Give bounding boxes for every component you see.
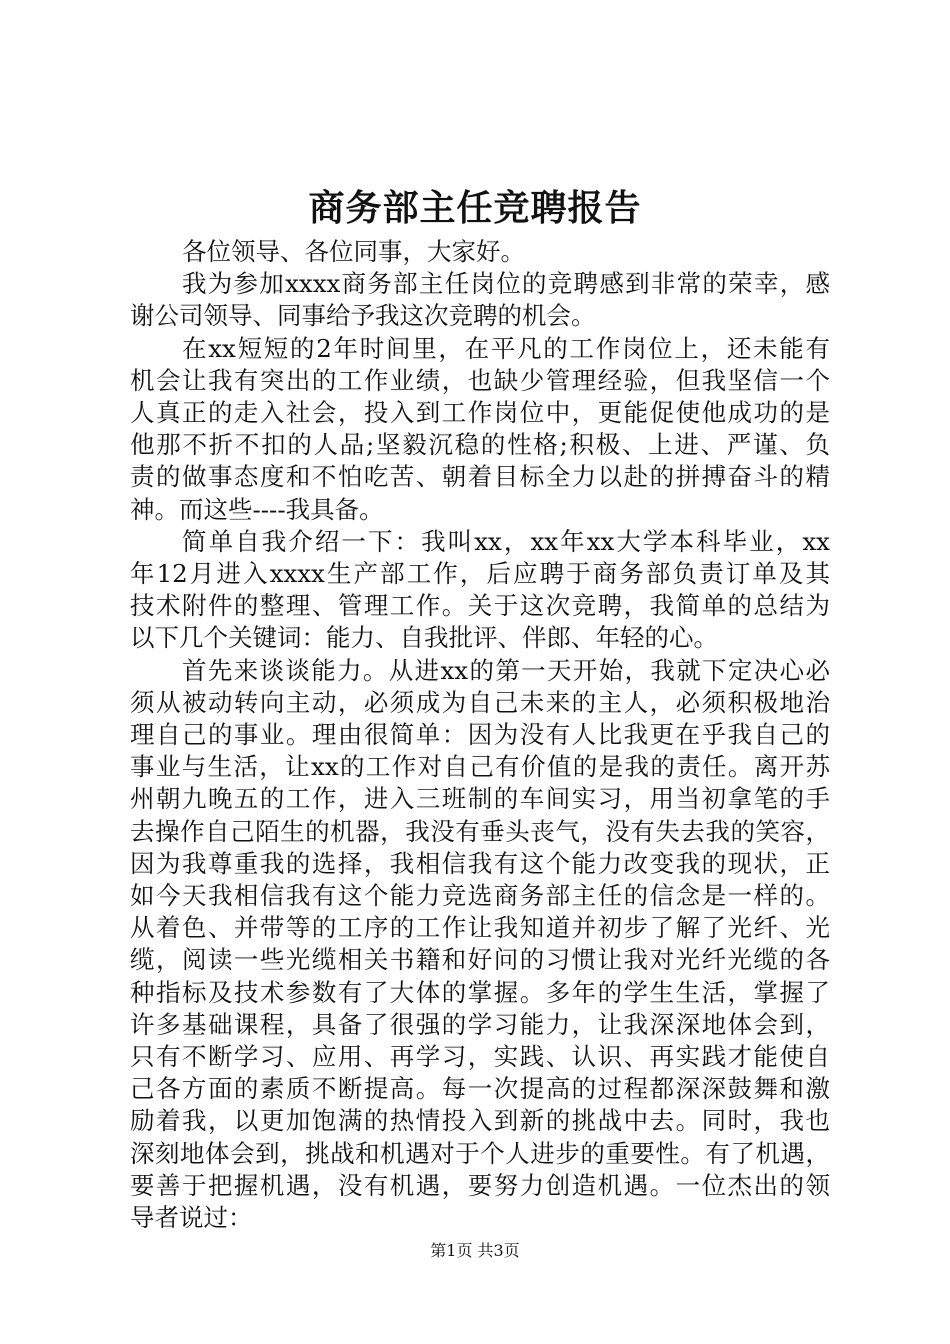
body-line: 许多基础课程，具备了很强的学习能力，让我深深地体会到，	[130, 1009, 830, 1039]
body-line: 他那不折不扣的人品;坚毅沉稳的性格;积极、上进、严谨、负	[130, 430, 830, 460]
body-line: 各位领导、各位同事，大家好。	[182, 237, 525, 266]
body-line: 简单自我介绍一下：我叫xx，xx年xx大学本科毕业，xx	[182, 526, 830, 556]
body-line: 人真正的走入社会，投入到工作岗位中，更能促使他成功的是	[130, 398, 830, 427]
body-line: 机会让我有突出的工作业绩，也缺少管理经验，但我坚信一个	[130, 365, 830, 395]
body-line: 以下几个关键词：能力、自我批评、伴郎、年轻的心。	[130, 623, 718, 653]
body-line: 年12月进入xxxx生产部工作，后应聘于商务部负责订单及其	[130, 559, 830, 588]
body-line: 因为我尊重我的选择，我相信我有这个能力改变我的现状，正	[130, 848, 830, 878]
body-line: 事业与生活，让xx的工作对自己有价值的是我的责任。离开苏	[130, 752, 830, 782]
body-line: 去操作自己陌生的机器，我没有垂头丧气，没有失去我的笑容，	[130, 816, 830, 846]
page-number: 第1页 共3页	[430, 1241, 520, 1260]
body-line: 我为参加xxxx商务部主任岗位的竞聘感到非常的荣幸，感	[182, 269, 830, 299]
body-line: 首先来谈谈能力。从进xx的第一天开始，我就下定决心必	[182, 655, 830, 685]
body-line: 缆，阅读一些光缆相关书籍和好问的习惯让我对光纤光缆的各	[130, 945, 830, 975]
body-line: 从着色、并带等的工序的工作让我知道并初步了解了光纤、光	[130, 913, 830, 943]
body-line: 只有不断学习、应用、再学习，实践、认识、再实践才能使自	[130, 1042, 830, 1071]
body-line: 谢公司领导、同事给予我这次竞聘的机会。	[130, 301, 596, 331]
body-line: 种指标及技术参数有了大体的掌握。多年的学生生活，掌握了	[130, 977, 830, 1007]
body-line: 在xx短短的2年时间里，在平凡的工作岗位上，还未能有	[182, 333, 830, 363]
body-line: 责的做事态度和不怕吃苦、朝着目标全力以赴的拼搏奋斗的精	[130, 462, 830, 492]
body-line: 须从被动转向主动，必须成为自己未来的主人，必须积极地治	[130, 687, 830, 717]
document-title: 商务部主任竞聘报告	[308, 187, 642, 229]
body-line: 技术附件的整理、管理工作。关于这次竞聘，我简单的总结为	[130, 591, 830, 621]
body-line: 励着我，以更加饱满的热情投入到新的挑战中去。同时，我也	[130, 1106, 830, 1136]
body-line: 如今天我相信我有这个能力竞选商务部主任的信念是一样的。	[130, 881, 830, 910]
body-line: 理自己的事业。理由很简单：因为没有人比我更在乎我自己的	[130, 720, 830, 749]
body-line: 州朝九晚五的工作，进入三班制的车间实习，用当初拿笔的手	[130, 784, 830, 814]
body-line: 神。而这些----我具备。	[130, 494, 384, 524]
body-line: 导者说过：	[130, 1203, 253, 1232]
body-line: 己各方面的素质不断提高。每一次提高的过程都深深鼓舞和激	[130, 1074, 830, 1104]
body-line: 深刻地体会到，挑战和机遇对于个人进步的重要性。有了机遇，	[130, 1138, 830, 1168]
body-line: 要善于把握机遇，没有机遇，要努力创造机遇。一位杰出的领	[130, 1170, 830, 1200]
